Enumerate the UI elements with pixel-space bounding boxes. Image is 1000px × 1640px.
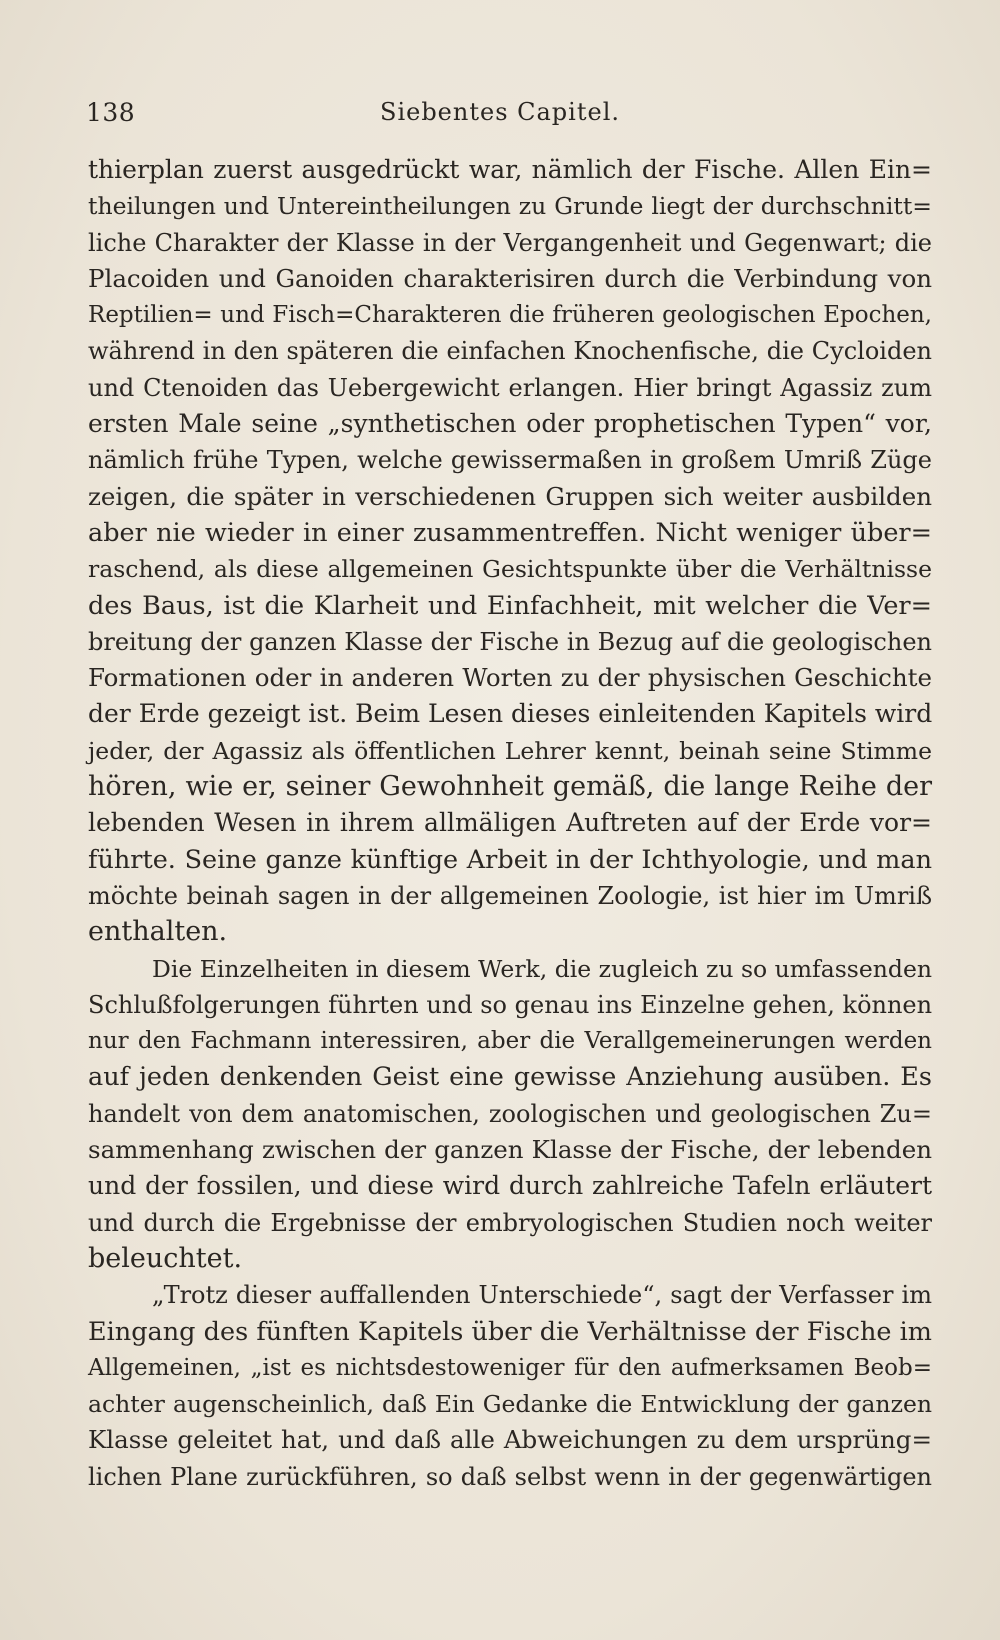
- text-line: beleuchtet.: [88, 1242, 243, 1274]
- text-line: Klasse geleitet hat, und daß alle Abweichungen zu dem ursprüng=: [88, 1425, 932, 1455]
- text-line: raschend, als diese allgemeinen Gesichtspunkte über die Verhältnisse: [88, 555, 932, 584]
- text-line: lebenden Wesen in ihrem allmäligen Auftreten auf der Erde vor=: [88, 808, 932, 838]
- text-line: lichen Plane zurückführen, so daß selbst wenn in der gegenwärtigen: [88, 1462, 932, 1491]
- paragraph-3: [88, 1277, 932, 1495]
- text-line: thierplan zuerst ausgedrückt war, nämlich der Fische. Allen Ein=: [88, 155, 932, 184]
- text-line: Allgemeinen, „ist es nichtsdestoweniger für den aufmerksamen Beob=: [88, 1354, 932, 1381]
- text-line: möchte beinah sagen in der allgemeinen Zoologie, ist hier im Umriß: [88, 881, 932, 910]
- paragraph-1: [88, 152, 932, 951]
- paragraph-2: [88, 951, 932, 1278]
- text-line: und Ctenoiden das Uebergewicht erlangen. Hier bringt Agassiz zum: [88, 373, 932, 402]
- text-line: auf jeden denkenden Geist eine gewisse Anziehung ausüben. Es: [88, 1062, 932, 1093]
- page-number: 138: [86, 98, 136, 127]
- text-line: achter augenscheinlich, daß Ein Gedanke die Entwicklung der ganzen: [88, 1390, 932, 1419]
- text-line: breitung der ganzen Klasse der Fische in Bezug auf die geologischen: [88, 627, 932, 656]
- text-line: ersten Male seine „synthetischen oder prophetischen Typen“ vor,: [88, 409, 932, 439]
- text-line: Reptilien= und Fisch=Charakteren die früheren geologischen Epochen,: [88, 302, 932, 329]
- text-line: Die Einzelheiten in diesem Werk, die zugleich zu so umfassenden: [152, 954, 932, 983]
- text-line: sammenhang zwischen der ganzen Klasse der Fische, der lebenden: [88, 1135, 932, 1165]
- running-title: Siebentes Capitel.: [380, 98, 620, 126]
- text-line: theilungen und Untereintheilungen zu Grunde liegt der durchschnitt=: [88, 192, 932, 221]
- text-line: und durch die Ergebnisse der embryologischen Studien noch weiter: [88, 1208, 932, 1237]
- text-line: Formationen oder in anderen Worten zu der physischen Geschichte: [88, 663, 932, 693]
- text-line: nämlich frühe Typen, welche gewissermaßen in großem Umriß Züge: [88, 446, 932, 475]
- text-line: jeder, der Agassiz als öffentlichen Lehrer kennt, beinah seine Stimme: [88, 736, 932, 765]
- text-line: zeigen, die später in verschiedenen Gruppen sich weiter ausbilden: [88, 481, 932, 511]
- text-line: Placoiden und Ganoiden charakterisiren durch die Verbindung von: [88, 263, 932, 293]
- text-line: hören, wie er, seiner Gewohnheit gemäß, die lange Reihe der: [88, 771, 932, 803]
- text-line: führte. Seine ganze künftige Arbeit in der Ichthyologie, und man: [88, 844, 932, 875]
- body-text: [88, 152, 932, 1495]
- text-line: Schlußfolgerungen führten und so genau ins Einzelne gehen, können: [88, 990, 933, 1019]
- text-line: liche Charakter der Klasse in der Vergangenheit und Gegenwart; die: [88, 228, 932, 257]
- text-line: „Trotz dieser auffallenden Unterschiede“, sagt der Verfasser im: [152, 1281, 932, 1310]
- text-line: des Baus, ist die Klarheit und Einfachheit, mit welcher die Ver=: [88, 590, 932, 621]
- text-line: aber nie wieder in einer zusammentreffen. Nicht weniger über=: [88, 517, 932, 548]
- text-line: der Erde gezeigt ist. Beim Lesen dieses einleitenden Kapitels wird: [88, 699, 933, 729]
- text-line: Eingang des fünften Kapitels über die Verhältnisse der Fische im: [88, 1316, 932, 1347]
- text-line: enthalten.: [88, 916, 228, 948]
- text-line: und der fossilen, und diese wird durch zahlreiche Tafeln erläutert: [88, 1171, 932, 1201]
- text-line: handelt von dem anatomischen, zoologischen und geologischen Zu=: [88, 1099, 932, 1128]
- text-line: nur den Fachmann interessiren, aber die Verallgemeinerungen werden: [88, 1028, 932, 1055]
- text-line: während in den späteren die einfachen Knochenfische, die Cycloiden: [88, 337, 932, 366]
